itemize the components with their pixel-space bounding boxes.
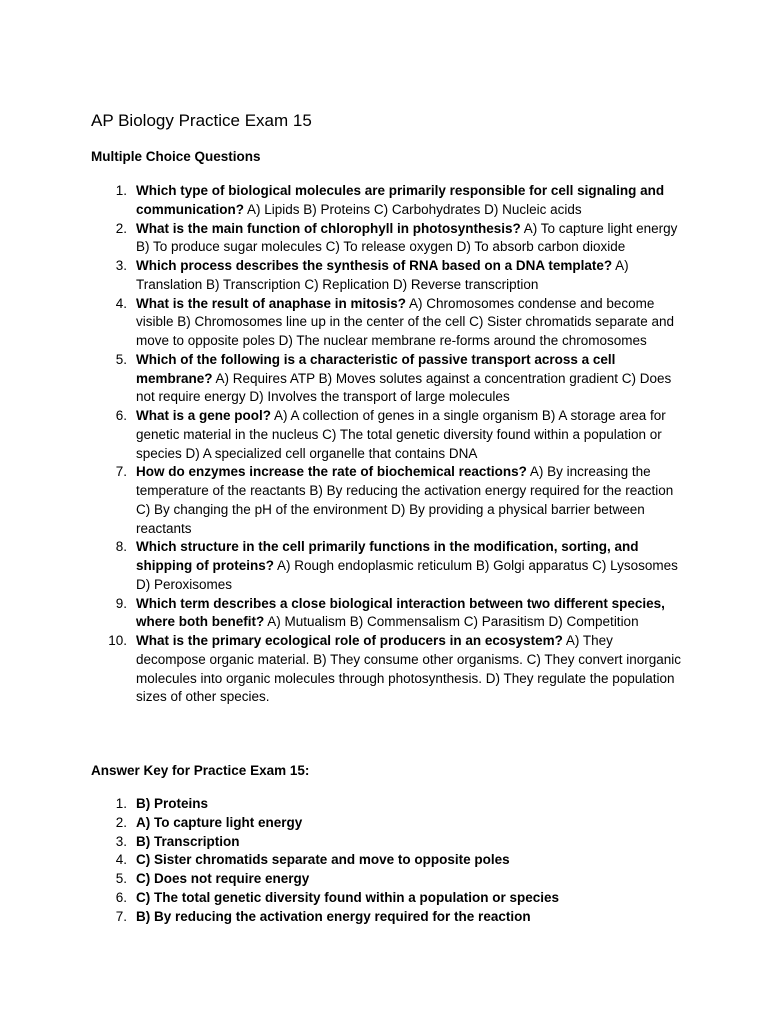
question-item	[91, 538, 681, 594]
question-options: A) Translation B) Transcription C) Replication D) Reverse transcription	[136, 258, 629, 292]
answer-number: 2.	[115, 814, 127, 830]
question-number: 5.	[115, 351, 127, 367]
question-options: A) To capture light energy B) To produce sugar molecules C) To release oxygen D) To absorb carbon dioxide	[136, 220, 678, 255]
question-text: Which structure in the cell primarily functions in the modification, sorting, and shipping of proteins?	[136, 539, 639, 573]
answer-text: C) Does not require energy	[136, 871, 310, 886]
answer-number: 7.	[115, 908, 127, 924]
question-text: Which type of biological molecules are primarily responsible for cell signaling and communication?	[136, 183, 665, 217]
question-number: 4.	[115, 295, 127, 311]
question-options: A) Chromosomes condense and become visible B) Chromosomes line up in the center of the cell C) Sister chromatids separate and move to opposite poles D) The nuclear membrane re-forms around the chromosomes	[136, 295, 674, 348]
question-item	[91, 182, 681, 220]
question-item	[91, 595, 681, 633]
question-number: 8.	[115, 539, 127, 555]
answer-text: C) Sister chromatids separate and move to opposite poles	[136, 852, 510, 868]
answer-key-heading: Answer Key for Practice Exam 15:	[91, 763, 310, 778]
question-number: 9.	[115, 595, 127, 611]
question-text: What is the result of anaphase in mitosis?	[136, 295, 407, 311]
answer-item	[91, 795, 681, 814]
answer-text: A) To capture light energy	[136, 814, 303, 830]
question-number: 7.	[115, 464, 127, 480]
question-options: A) Rough endoplasmic reticulum B) Golgi apparatus C) Lysosomes D) Peroxisomes	[136, 558, 678, 592]
question-item	[91, 463, 681, 538]
answer-item	[91, 870, 681, 889]
question-number: 3.	[115, 258, 127, 273]
answer-text: B) By reducing the activation energy required for the reaction	[136, 908, 531, 924]
question-options: A) Mutualism B) Commensalism C) Parasitism D) Competition	[264, 614, 639, 630]
question-item	[91, 220, 681, 258]
answer-item	[91, 908, 681, 927]
question-options: A) By increasing the temperature of the reactants B) By reducing the activation energy required for the reaction C) By changing the pH of the environment D) By providing a physical barrier between reactants	[136, 464, 674, 536]
question-text: What is the main function of chlorophyll in photosynthesis?	[136, 220, 521, 236]
question-number: 1.	[115, 183, 127, 198]
answer-key-list	[91, 795, 681, 926]
answer-item	[91, 889, 681, 908]
question-number: 2.	[115, 220, 127, 236]
answer-number: 6.	[115, 889, 127, 905]
question-options: A) Requires ATP B) Moves solutes against a concentration gradient C) Does not require energy D) Involves the transport of large molecules	[136, 370, 672, 405]
question-item	[91, 407, 681, 463]
multiple-choice-heading: Multiple Choice Questions	[91, 149, 261, 164]
question-number: 6.	[115, 408, 127, 423]
question-options: A) Lipids B) Proteins C) Carbohydrates D) Nucleic acids	[244, 201, 582, 217]
answer-item	[91, 833, 681, 852]
answer-number: 3.	[115, 833, 127, 849]
question-text: What is a gene pool?	[136, 408, 272, 423]
answer-text: C) The total genetic diversity found within a population or species	[136, 889, 560, 905]
question-list	[91, 182, 681, 707]
answer-number: 4.	[115, 852, 127, 868]
answer-text: B) Transcription	[136, 833, 240, 849]
answer-text: B) Proteins	[136, 796, 209, 811]
question-text: How do enzymes increase the rate of biochemical reactions?	[136, 464, 527, 480]
question-options: A) They decompose organic material. B) They consume other organisms. C) They convert inorganic molecules into organic molecules through photosynthesis. D) They regulate the population sizes of other species.	[136, 633, 682, 705]
question-item	[91, 351, 681, 407]
question-number: 10.	[108, 633, 127, 648]
question-item	[91, 295, 681, 351]
question-text: Which of the following is a characteristic of passive transport across a cell membrane?	[136, 351, 616, 386]
answer-item	[91, 814, 681, 833]
question-text: What is the primary ecological role of producers in an ecosystem?	[136, 633, 563, 648]
question-text: Which term describes a close biological interaction between two different species, where both benefit?	[136, 595, 665, 630]
answer-number: 1.	[115, 796, 127, 811]
question-text: Which process describes the synthesis of RNA based on a DNA template?	[136, 258, 613, 273]
question-options: A) A collection of genes in a single organism B) A storage area for genetic material in the nucleus C) The total genetic diversity found within a population or species D) A specialized cell organelle that contains DNA	[136, 408, 666, 461]
answer-number: 5.	[115, 871, 127, 886]
answer-item	[91, 851, 681, 870]
page-title: AP Biology Practice Exam 15	[91, 111, 312, 130]
question-item	[91, 632, 681, 707]
question-item	[91, 257, 681, 295]
